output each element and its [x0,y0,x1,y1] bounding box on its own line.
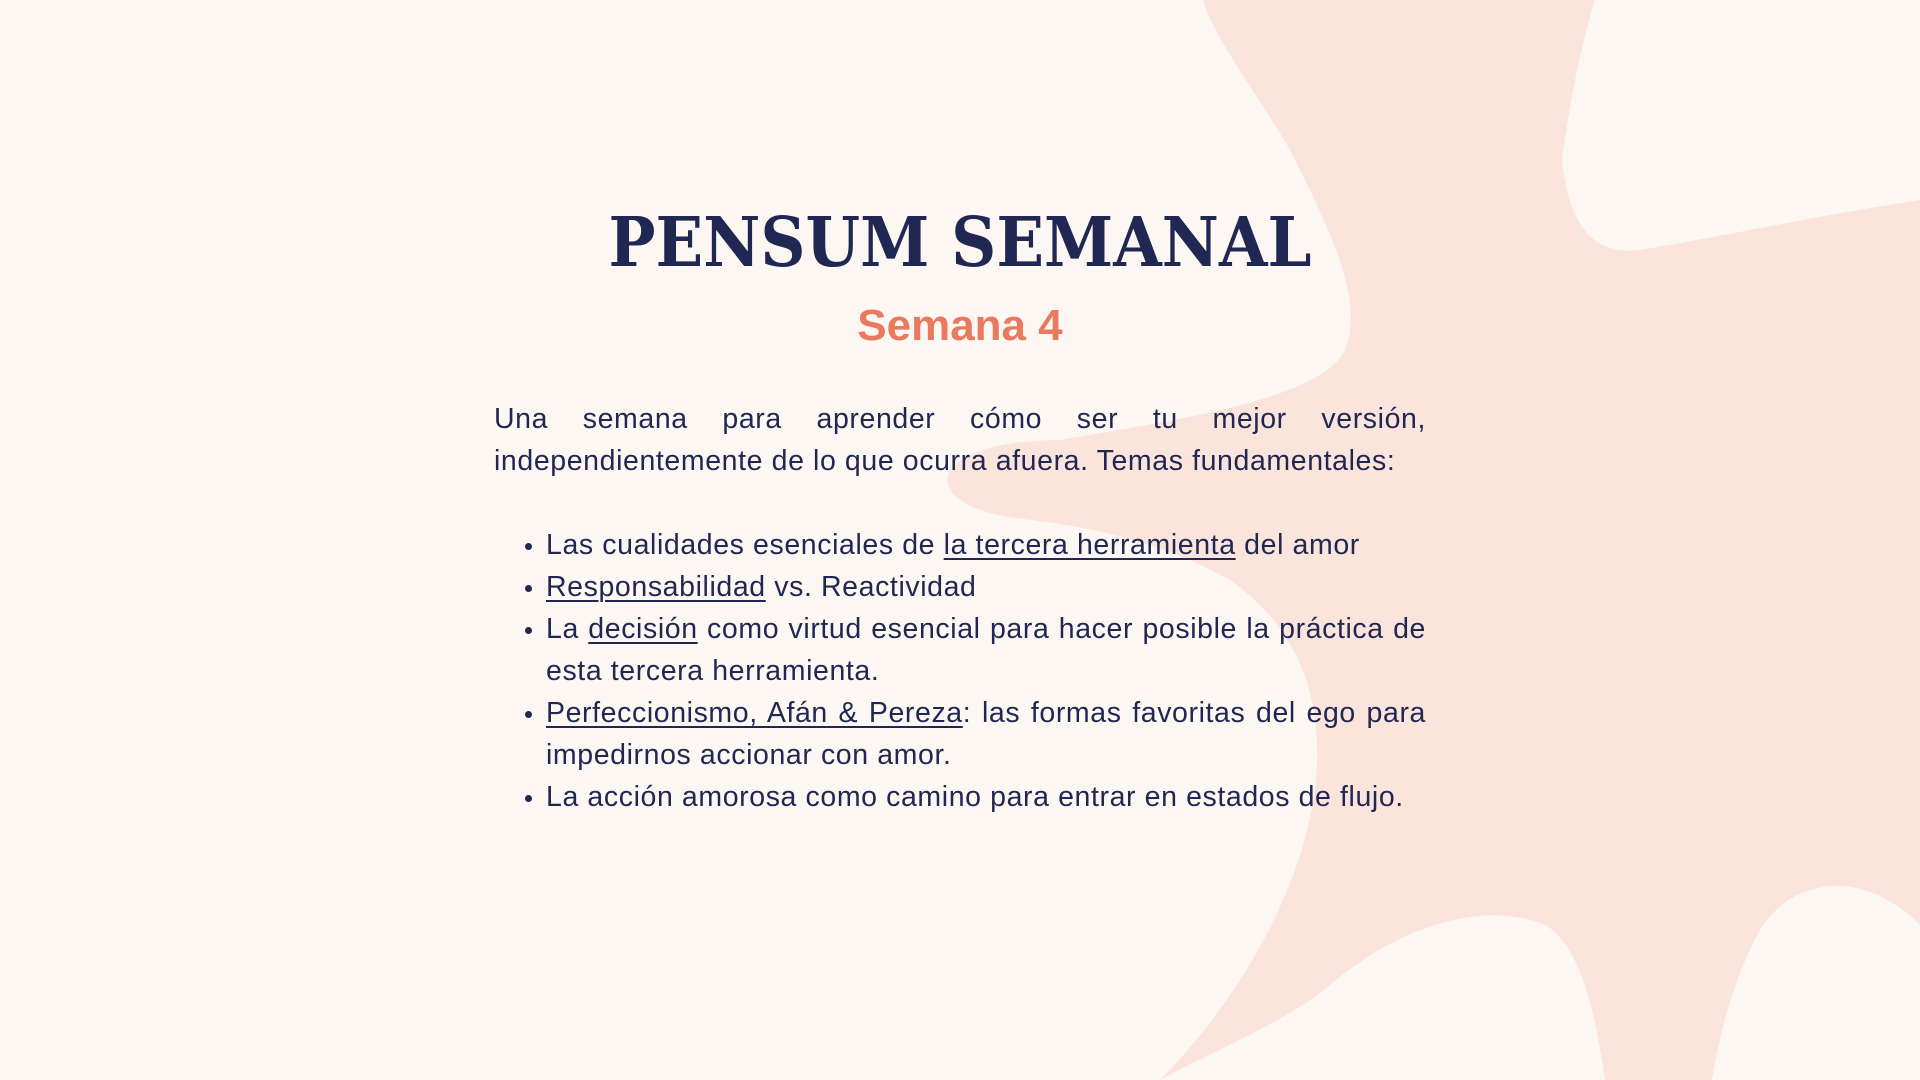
list-item [546,692,1426,776]
topic-link[interactable]: decisión [588,613,698,645]
topic-link[interactable]: Perfeccionismo, Afán & Pereza [546,697,963,729]
topics-list [494,524,1426,818]
intro-paragraph: Una semana para aprender cómo ser tu mejor versión, independientemente de lo que ocurra afuera. Temas fundamentales: [494,403,1426,477]
content-block [494,196,1426,818]
topic-text: La acción amorosa como camino para entrar en estados de flujo. [546,781,1404,813]
list-item [546,566,1426,608]
topic-text: La [546,613,589,645]
topic-link[interactable]: Responsabilidad [546,571,766,603]
topic-text: : las formas favoritas del ego para impedirnos accionar con amor. [546,697,1427,771]
topic-text: vs. Reactividad [765,571,977,603]
topic-text: del amor [1235,529,1360,561]
list-item [546,524,1426,566]
list-item [546,608,1426,692]
topic-link[interactable]: la tercera herramienta [943,529,1236,561]
list-item [546,776,1426,818]
topic-text: como virtud esencial para hacer posible la práctica de esta tercera herramienta. [546,613,1426,687]
page-subtitle: Semana 4 [857,301,1063,350]
topic-text: Las cualidades esenciales de [546,529,944,561]
page-title: PENSUM SEMANAL [608,203,1312,283]
